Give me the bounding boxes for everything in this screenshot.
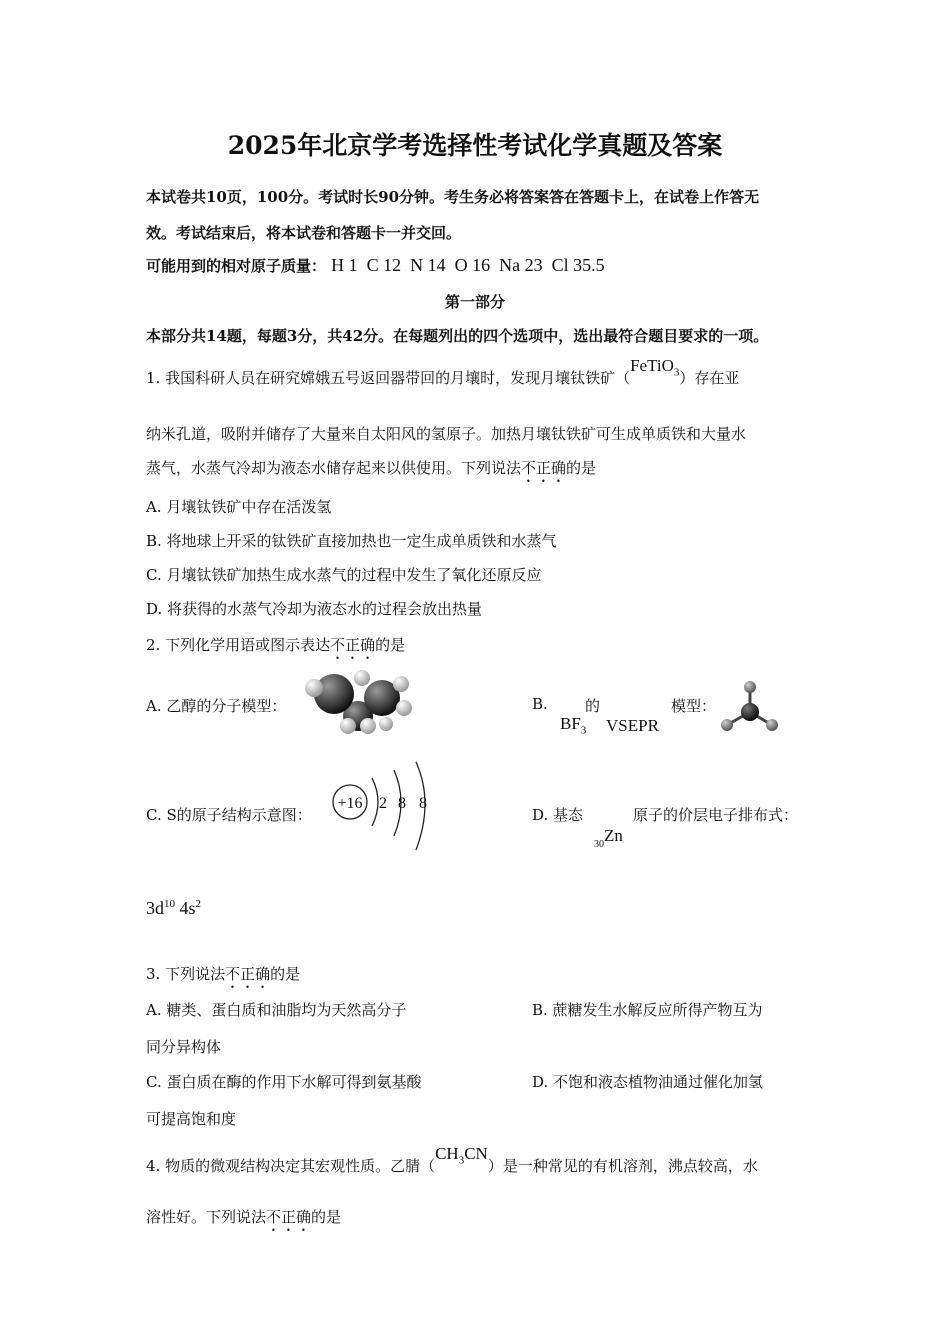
q3-option-d: D. 不饱和液态植物油通过催化加氢	[532, 1073, 764, 1091]
q3-option-d-continued: 可提高饱和度	[146, 1110, 237, 1128]
q1-emphasis: 不正确	[521, 459, 567, 477]
q2-zn-configuration: $3d^{10}$ $4s^2$	[146, 898, 202, 918]
q1-option-b: B. 将地球上开采的钛铁矿直接加热也一定生成单质铁和水蒸气	[146, 532, 557, 550]
atomic-mass-label: 可能用到的相对原子质量：	[146, 257, 327, 275]
q1-stem-line-1	[146, 356, 740, 390]
page-title: 2025年北京学考选择性考试化学真题及答案	[227, 131, 723, 160]
q3-option-c: C. 蛋白质在酶的作用下水解可得到氨基酸	[146, 1073, 422, 1091]
q1-option-c: C. 月壤钛铁矿加热生成水蒸气的过程中发生了氧化还原反应	[146, 566, 542, 584]
q1-stem-line-3: 蒸气，水蒸气冷却为液态水储存起来以供使用。下列说法不正确的是	[146, 459, 597, 477]
section-heading: 第一部分	[444, 293, 505, 311]
q2-option-d-a: D. 基态	[532, 806, 584, 824]
intro-line-1: 本试卷共10页，100分。考试时长90分钟。考生务必将答案答在答题卡上，在试卷上作答无	[146, 188, 760, 206]
q1-formula: FeTiO$_3$	[630, 356, 680, 379]
shell-2-count: 8	[398, 795, 406, 812]
q1-stem-line-2: 纳米孔道，吸附并储存了大量来自太阳风的氢原子。加热月壤钛铁矿可生成单质铁和大量水	[146, 425, 747, 443]
q2-zn-symbol: $_{30}$Zn	[594, 826, 623, 850]
q3-emphasis: 不正确	[225, 965, 271, 983]
q2-option-b-label: B.	[532, 695, 548, 713]
nucleus-charge: +16	[337, 795, 363, 812]
q2-option-b-de: 的	[585, 697, 601, 715]
q1-option-a: A. 月壤钛铁矿中存在活泼氢	[146, 498, 332, 516]
q1-stem-post: ）存在亚	[679, 369, 740, 387]
q3-option-a: A. 糖类、蛋白质和油脂均为天然高分子	[146, 1001, 407, 1019]
q4-emphasis: 不正确	[266, 1208, 312, 1226]
bf3-vsepr-model	[716, 678, 784, 736]
q3-option-b: B. 蔗糖发生水解反应所得产物互为	[532, 1001, 763, 1019]
q2-bf3-formula: $BF_3$	[560, 714, 587, 737]
q2-option-b-model: 模型：	[671, 697, 717, 715]
shell-1-count: 2	[379, 795, 387, 812]
shell-3-count: 8	[419, 795, 427, 812]
sulfur-atomic-structure-diagram	[330, 760, 440, 856]
q3-option-b-continued: 同分异构体	[146, 1038, 222, 1056]
ethanol-molecule-model	[300, 664, 416, 736]
section-description: 本部分共14题，每题3分，共42分。在每题列出的四个选项中，选出最符合题目要求的一项。	[146, 327, 769, 345]
atomic-mass-values: H 1 C 12 N 14 O 16 Na 23 Cl 35.5	[331, 255, 605, 275]
q2-vsepr-label: VSEPR	[606, 716, 659, 735]
q1-option-d: D. 将获得的水蒸气冷却为液态水的过程会放出热量	[146, 600, 483, 618]
q4-stem-line-2: 溶性好。下列说法不正确的是	[146, 1208, 342, 1226]
q2-option-d-b: 原子的价层电子排布式：	[633, 806, 799, 824]
q4-formula: $CH_3CN$	[435, 1144, 488, 1167]
q1-stem-pre: 1. 我国科研人员在研究嫦娥五号返回器带回的月壤时，发现月壤钛铁矿（	[146, 369, 631, 387]
q4-stem-line-1: 4. 物质的微观结构决定其宏观性质。乙腈$(CH_3CN)$是一种常见的有机溶剂，沸点较高，水	[146, 1144, 758, 1175]
q2-option-a: A. 乙醇的分子模型：	[146, 697, 287, 715]
q2-option-c: C. S的原子结构示意图：	[146, 806, 312, 824]
q2-emphasis: 不正确	[330, 636, 376, 654]
q2-stem: 2. 下列化学用语或图示表达不正确的是	[146, 636, 406, 654]
intro-line-2: 效。考试结束后，将本试卷和答题卡一并交回。	[146, 224, 462, 242]
q3-stem: 3. 下列说法不正确的是	[146, 965, 301, 983]
atomic-mass-row	[146, 255, 605, 276]
